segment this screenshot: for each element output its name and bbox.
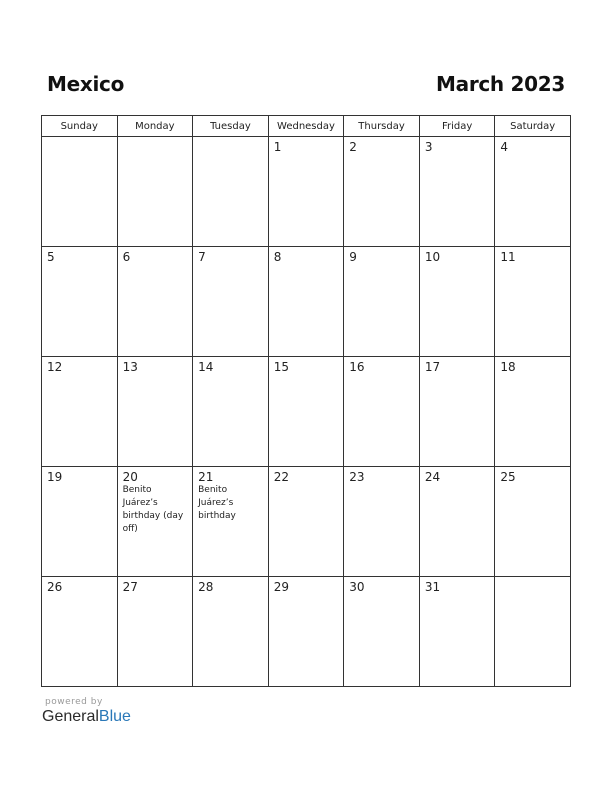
week-row xyxy=(42,137,571,247)
day-number: 28 xyxy=(198,580,214,594)
day-number xyxy=(42,137,117,140)
day-cell xyxy=(419,357,495,467)
day-cell xyxy=(42,247,118,357)
logo-text-blue: Blue xyxy=(98,708,131,725)
day-cell xyxy=(42,467,118,577)
day-number: 20 xyxy=(122,470,138,484)
day-number xyxy=(193,137,268,140)
day-cell xyxy=(193,247,269,357)
day-number: 2 xyxy=(349,140,357,154)
day-cell xyxy=(268,467,344,577)
empty-day-cell xyxy=(193,137,269,247)
day-number xyxy=(495,577,570,580)
day-number: 4 xyxy=(500,140,509,154)
day-number: 31 xyxy=(424,580,441,594)
weekday-header: Wednesday xyxy=(268,116,344,137)
day-number: 3 xyxy=(424,140,433,154)
day-number: 11 xyxy=(500,250,516,264)
weekday-header: Saturday xyxy=(495,116,571,137)
day-cell xyxy=(193,357,269,467)
day-cell xyxy=(42,577,118,687)
day-number: 18 xyxy=(500,360,516,374)
day-cell xyxy=(495,137,571,247)
day-number: 22 xyxy=(273,470,289,484)
day-number: 5 xyxy=(47,250,55,264)
day-cell xyxy=(419,137,495,247)
country-title: Mexico xyxy=(47,72,125,96)
logo-text-general: General xyxy=(42,708,99,725)
day-number: 10 xyxy=(424,250,441,264)
day-number: 23 xyxy=(349,470,365,484)
day-cell xyxy=(42,357,118,467)
day-cell xyxy=(268,137,344,247)
holiday-label: Benito Juárez’s birthday (day off) xyxy=(122,485,184,534)
day-number: 16 xyxy=(349,360,365,374)
day-number: 1 xyxy=(273,140,282,154)
weekday-header: Friday xyxy=(419,116,495,137)
holiday-label: Benito Juárez’s birthday xyxy=(198,485,236,521)
day-number: 24 xyxy=(424,470,441,484)
week-row xyxy=(42,357,571,467)
day-number: 21 xyxy=(198,470,214,484)
day-number: 6 xyxy=(122,250,131,264)
day-cell xyxy=(344,247,420,357)
day-number: 25 xyxy=(500,470,516,484)
day-number: 30 xyxy=(349,580,365,594)
day-number: 26 xyxy=(47,580,63,594)
day-cell xyxy=(495,357,571,467)
day-cell xyxy=(344,577,420,687)
day-number: 13 xyxy=(122,360,138,374)
generalblue-logo xyxy=(42,708,131,726)
empty-day-cell xyxy=(495,577,571,687)
day-cell xyxy=(268,357,344,467)
day-number: 9 xyxy=(349,250,357,264)
day-number: 12 xyxy=(47,360,63,374)
day-cell xyxy=(419,577,495,687)
month-title: March 2023 xyxy=(436,72,565,96)
day-number: 19 xyxy=(47,470,63,484)
day-number: 14 xyxy=(198,360,214,374)
calendar-grid xyxy=(41,115,571,687)
day-number: 8 xyxy=(273,250,282,264)
day-number: 27 xyxy=(122,580,138,594)
empty-day-cell xyxy=(42,137,118,247)
day-cell xyxy=(117,357,193,467)
day-cell xyxy=(344,467,420,577)
day-number xyxy=(118,137,193,140)
empty-day-cell xyxy=(117,137,193,247)
day-cell xyxy=(495,467,571,577)
day-cell xyxy=(193,577,269,687)
week-row xyxy=(42,577,571,687)
week-row xyxy=(42,467,571,577)
day-number: 29 xyxy=(273,580,289,594)
day-cell xyxy=(268,247,344,357)
weekday-header: Sunday xyxy=(42,116,118,137)
day-cell xyxy=(117,577,193,687)
week-row xyxy=(42,247,571,357)
day-cell xyxy=(495,247,571,357)
day-cell xyxy=(344,357,420,467)
day-cell xyxy=(344,137,420,247)
day-number: 15 xyxy=(273,360,289,374)
day-cell xyxy=(193,467,269,577)
day-cell xyxy=(268,577,344,687)
weekday-header: Thursday xyxy=(344,116,420,137)
weekday-header: Tuesday xyxy=(193,116,269,137)
day-cell xyxy=(419,247,495,357)
weekday-header: Monday xyxy=(117,116,193,137)
day-cell xyxy=(419,467,495,577)
day-number: 7 xyxy=(198,250,206,264)
day-cell xyxy=(117,467,193,577)
day-cell xyxy=(117,247,193,357)
powered-by-label: powered by xyxy=(45,697,103,707)
weekday-header-row xyxy=(42,116,571,137)
day-number: 17 xyxy=(424,360,441,374)
